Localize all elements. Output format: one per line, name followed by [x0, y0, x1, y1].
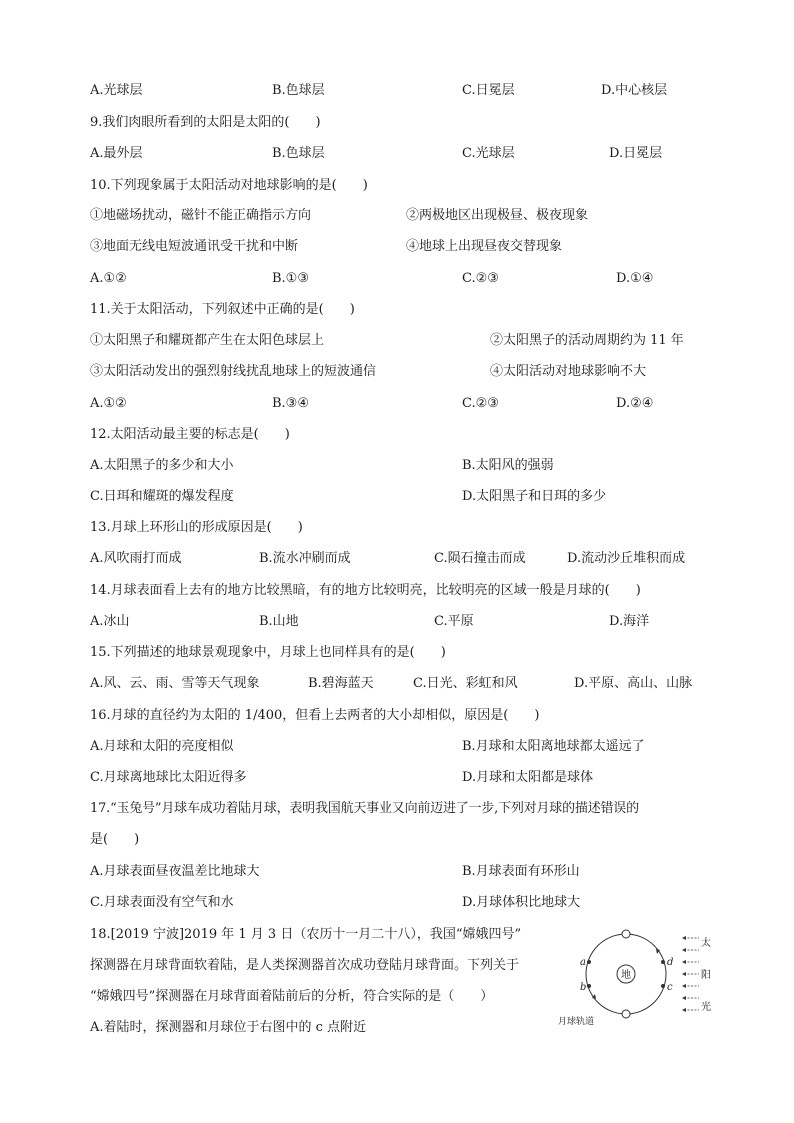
q10-statement-1: ①地磁场扰动，磁针不能正确指示方向: [90, 208, 312, 223]
q8-option-a: A.光球层: [90, 83, 143, 98]
q15-option-c: C.日光、彩虹和风: [413, 676, 518, 691]
q13-option-d: D.流动沙丘堆积而成: [567, 551, 686, 566]
q11-statement-3: ③太阳活动发出的强烈射线扰乱地球上的短波通信: [90, 364, 377, 379]
q10-statement-3: ③地面无线电短波通讯受干扰和中断: [90, 239, 299, 254]
q11-option-c: C.②③: [462, 396, 499, 411]
q14-option-a: A.冰山: [90, 614, 130, 629]
q17-stem-continued: 是( ): [90, 832, 140, 847]
q13-stem: 13.月球上环形山的形成原因是( ): [90, 520, 303, 535]
sunlight-arrows: [684, 938, 699, 1010]
q11-option-b: B.③④: [272, 396, 309, 411]
q10-statement-2: ②两极地区出现极昼、极夜现象: [406, 208, 589, 223]
point-d-label: d: [667, 957, 674, 968]
q8-option-b: B.色球层: [272, 83, 325, 98]
q9-option-d: D.日冕层: [609, 146, 663, 161]
q12-option-c: C.日珥和耀斑的爆发程度: [90, 489, 234, 504]
q13-option-b: B.流水冲刷而成: [259, 551, 351, 566]
q15-option-b: B.碧海蓝天: [308, 676, 374, 691]
q15-stem: 15.下列描述的地球景观现象中，月球上也同样具有的是( ): [90, 645, 446, 660]
orbit-label: 月球轨道: [558, 1017, 595, 1027]
q10-option-c: C.②③: [462, 271, 499, 286]
q14-option-b: B.山地: [259, 614, 299, 629]
q15-option-a: A.风、云、雨、雪等天气现象: [90, 676, 260, 691]
sunlight-label-3: 光: [701, 1002, 711, 1013]
q16-stem: 16.月球的直径约为太阳的 1/400，但看上去两者的大小却相似，原因是( ): [90, 708, 540, 723]
q16-option-c: C.月球离地球比太阳近得多: [90, 770, 247, 785]
q13-option-c: C.陨石撞击而成: [434, 551, 526, 566]
q9-option-a: A.最外层: [90, 146, 143, 161]
point-b-label: b: [580, 982, 587, 993]
q11-option-d: D.②④: [616, 396, 654, 411]
q8-option-c: C.日冕层: [462, 83, 515, 98]
q11-statement-1: ①太阳黑子和耀斑都产生在太阳色球层上: [90, 333, 325, 348]
q13-option-a: A.风吹雨打而成: [90, 551, 182, 566]
q18-option-a: A.着陆时，探测器和月球位于右图中的 c 点附近: [90, 1020, 367, 1035]
moon-orbit-diagram: [556, 924, 716, 1028]
point-a-label: a: [580, 957, 586, 968]
q9-option-b: B.色球层: [272, 146, 325, 161]
q14-stem: 14.月球表面看上去有的地方比较黑暗，有的地方比较明亮，比较明亮的区域一般是月球的( ): [90, 583, 641, 598]
point-a-dot: [587, 960, 591, 964]
q8-option-d: D.中心核层: [601, 83, 668, 98]
point-b-dot: [587, 984, 591, 988]
q9-option-c: C.光球层: [462, 146, 515, 161]
q16-option-b: B.月球和太阳离地球都太遥远了: [462, 739, 645, 754]
q10-option-b: B.①③: [272, 271, 309, 286]
q18-stem-line-2: 探测器在月球背面软着陆，是人类探测器首次成功登陆月球背面。下列关于: [90, 958, 520, 973]
q17-option-a: A.月球表面昼夜温差比地球大: [90, 864, 260, 879]
sunlight-label-1: 太: [701, 938, 711, 949]
q11-statement-2: ②太阳黑子的活动周期约为 11 年: [490, 333, 684, 348]
q17-stem: 17.“玉兔号”月球车成功着陆月球，表明我国航天事业又向前迈进了一步,下列对月球的描述错误的: [90, 801, 639, 816]
q14-option-c: C.平原: [434, 614, 474, 629]
q9-stem: 9.我们肉眼所看到的太阳是太阳的( ): [90, 115, 321, 130]
q17-option-c: C.月球表面没有空气和水: [90, 895, 234, 910]
moon-bottom: [622, 1010, 630, 1018]
q12-option-d: D.太阳黑子和日珥的多少: [462, 489, 607, 504]
earth-label: 地: [621, 970, 631, 981]
moon-orbit-figure: [556, 924, 716, 1028]
q18-stem-line-1: 18.[2019 宁波]2019 年 1 月 3 日（农历十一月二十八），我国“嫦娥四号”: [90, 927, 522, 942]
q12-option-b: B.太阳风的强弱: [462, 458, 554, 473]
q14-option-d: D.海洋: [609, 614, 650, 629]
sunlight-label-2: 阳: [701, 970, 711, 981]
q11-statement-4: ④太阳活动对地球影响不大: [490, 364, 647, 379]
q17-option-b: B.月球表面有环形山: [462, 864, 580, 879]
q18-stem-line-3: “嫦娥四号”探测器在月球背面着陆前后的分析，符合实际的是（ ）: [90, 989, 494, 1004]
q12-stem: 12.太阳活动最主要的标志是( ): [90, 427, 290, 442]
q11-stem: 11.关于太阳活动，下列叙述中正确的是( ): [90, 302, 355, 317]
q10-option-d: D.①④: [616, 271, 654, 286]
q16-option-a: A.月球和太阳的亮度相似: [90, 739, 234, 754]
q15-option-d: D.平原、高山、山脉: [574, 676, 693, 691]
point-d-dot: [661, 960, 665, 964]
q16-option-d: D.月球和太阳都是球体: [462, 770, 594, 785]
moon-top: [622, 930, 630, 938]
sunlight-arrowheads: [682, 936, 686, 1012]
q10-option-a: A.①②: [90, 271, 127, 286]
q10-stem: 10.下列现象属于太阳活动对地球影响的是( ): [90, 178, 368, 193]
q12-option-a: A.太阳黑子的多少和大小: [90, 458, 234, 473]
point-c-label: c: [667, 982, 673, 993]
q11-option-a: A.①②: [90, 396, 127, 411]
q17-option-d: D.月球体积比地球大: [462, 895, 581, 910]
point-c-dot: [661, 984, 665, 988]
q10-statement-4: ④地球上出现昼夜交替现象: [406, 239, 563, 254]
